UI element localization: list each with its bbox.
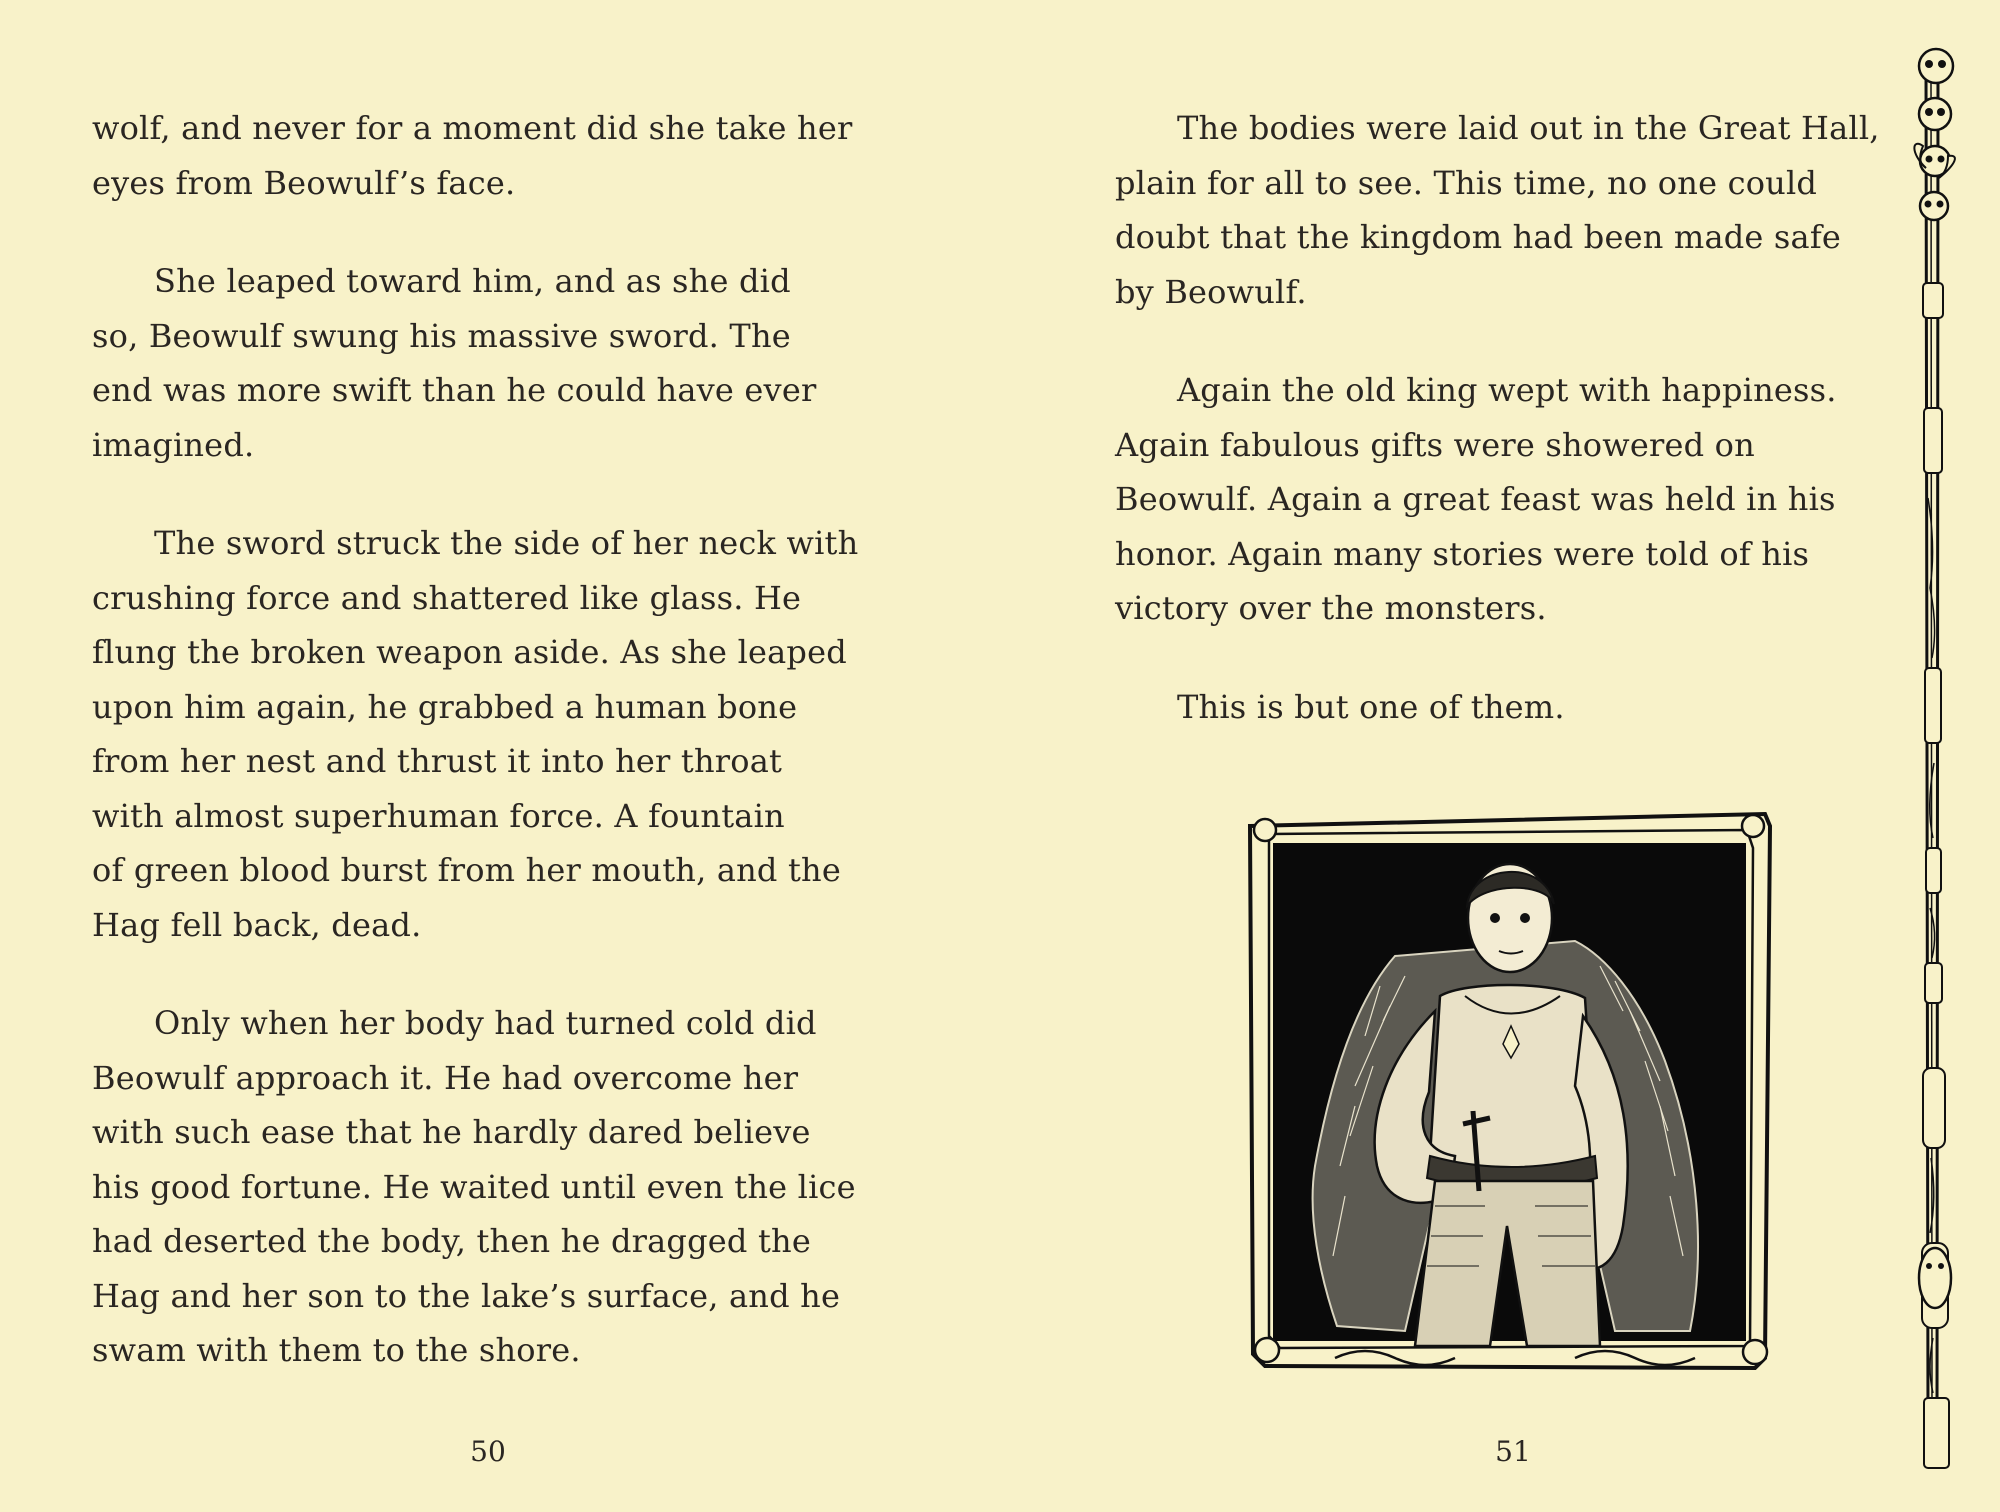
text-line: wolf, and never for a moment did she take her [92, 109, 853, 147]
text-line: of green blood burst from her mouth, and the [92, 851, 841, 889]
text-line: She leaped toward him, and as she did [154, 262, 791, 300]
text-line: This is but one of them. [1177, 687, 1565, 726]
text-line: Beowulf approach it. He had overcome her [92, 1058, 799, 1097]
framed-illustration [1245, 806, 1775, 1374]
mask-eye [1938, 1263, 1944, 1269]
text-line: Beowulf. Again a great feast was held in his [1115, 480, 1836, 518]
frame-corner-ornament [1743, 1340, 1767, 1364]
carved-mask [1919, 1248, 1951, 1308]
text-line: Hag and her son to the lake’s surface, and he [92, 1276, 841, 1315]
text-line: eyes from Beowulf’s face. [92, 163, 516, 202]
carved-staff-border-icon [1908, 28, 1966, 1488]
text-line: doubt that the kingdom had been made safe [1115, 218, 1841, 256]
text-line: Hag fell back, dead. [92, 905, 422, 944]
text-line: with such ease that he hardly dared believe [92, 1113, 811, 1151]
text-line: honor. Again many stories were told of his [1115, 534, 1810, 573]
paragraph [92, 101, 892, 210]
frame-corner-ornament [1254, 819, 1276, 841]
text-line: upon him again, he grabbed a human bone [92, 687, 798, 726]
text-line: Only when her body had turned cold did [154, 1004, 817, 1042]
mask-eye [1926, 1263, 1932, 1269]
torso [1430, 985, 1595, 1167]
text-line: had deserted the body, then he dragged the [92, 1222, 811, 1260]
paragraph [92, 254, 892, 472]
decorative-staff [1908, 28, 1966, 1488]
frame-corner-ornament [1742, 815, 1764, 837]
text-line: swam with them to the shore. [92, 1331, 581, 1369]
paragraph [1115, 680, 1905, 735]
text-line: Again the old king wept with happiness. [1177, 371, 1837, 409]
page-number-left: 50 [470, 1435, 506, 1468]
text-line: The bodies were laid out in the Great Hall, [1177, 109, 1880, 147]
text-line: The sword struck the side of her neck with [154, 524, 859, 562]
paragraph [92, 996, 892, 1378]
frame-corner-ornament [1255, 1338, 1279, 1362]
left-page-text [92, 101, 892, 1422]
right-eye [1520, 913, 1530, 923]
text-line: so, Beowulf swung his massive sword. The [92, 316, 791, 355]
text-line: from her nest and thrust it into her throat [92, 742, 783, 780]
paragraph [1115, 101, 1905, 319]
paragraph [1115, 363, 1905, 636]
text-line: Again fabulous gifts were showered on [1115, 425, 1755, 464]
text-line: flung the broken weapon aside. As she leaped [92, 633, 847, 671]
beowulf-portrait-illustration-icon [1245, 806, 1775, 1374]
paragraph [92, 516, 892, 952]
text-line: imagined. [92, 425, 255, 464]
text-line: by Beowulf. [1115, 272, 1307, 311]
text-line: crushing force and shattered like glass. He [92, 578, 802, 617]
text-line: his good fortune. He waited until even the lice [92, 1167, 856, 1206]
text-line: plain for all to see. This time, no one could [1115, 163, 1818, 202]
page-number-right: 51 [1495, 1435, 1531, 1468]
text-line: with almost superhuman force. A fountain [92, 796, 785, 835]
text-line: end was more swift than he could have ever [92, 371, 817, 409]
text-line: victory over the monsters. [1115, 589, 1547, 627]
right-page-text [1115, 101, 1905, 778]
left-eye [1490, 913, 1500, 923]
